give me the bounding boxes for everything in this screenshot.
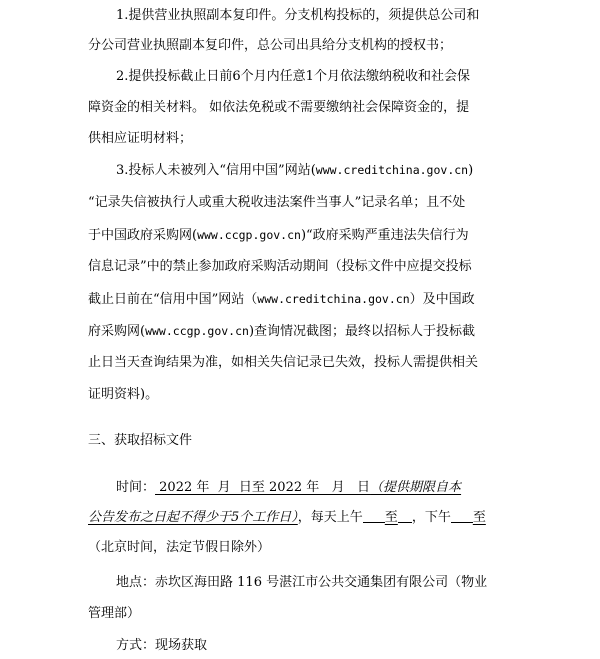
item-3-line-6 xyxy=(88,321,475,341)
place-value: 赤坎区海田路 116 号湛江市公共交通集团有限公司（物业 xyxy=(155,575,488,590)
time-line xyxy=(116,478,461,498)
item-3-line-5 xyxy=(88,289,475,309)
to-text: 至 xyxy=(472,510,486,525)
item-3-line-3 xyxy=(88,225,469,245)
item-3-text: ) xyxy=(468,163,474,178)
item-2-line-2: 障资金的相关材料。 如依法免税或不需要缴纳社会保障资金的，提 xyxy=(88,100,470,115)
beijing-time-note: （北京时间，法定节假日除外） xyxy=(88,540,271,555)
item-2-line-1: 2.提供投标截止日前6个月内任意1个月依法缴纳税收和社会保 xyxy=(116,69,470,84)
item-3-text: 截止日前在“信用中国”网站（ xyxy=(88,292,258,307)
method-line xyxy=(116,636,207,656)
time-label: 时间： xyxy=(116,480,156,495)
section-heading: 三、获取招标文件 xyxy=(88,433,193,448)
place-label: 地点： xyxy=(116,575,156,590)
time-line-2 xyxy=(88,508,486,528)
daily-hours-text: ，每天上午 xyxy=(297,510,363,525)
daily-hours-text: ，下午 xyxy=(411,510,451,525)
item-3-line-4: 信息记录”中的禁止参加政府采购活动期间（投标文件中应提交投标 xyxy=(88,259,472,274)
method-value: 现场获取 xyxy=(155,638,208,653)
item-3-text: 府采购网( xyxy=(88,324,146,339)
item-3-line-8: 证明资料)。 xyxy=(88,387,159,402)
method-label: 方式： xyxy=(116,638,156,653)
afternoon-start-blank xyxy=(451,508,473,523)
credit-china-url: www.creditchina.gov.cn xyxy=(257,292,410,306)
item-3-line-2: “记录失信被执行人或重大税收违法案件当事人”记录名单；且不处 xyxy=(88,195,466,210)
morning-end-blank xyxy=(398,508,412,523)
ccgp-url: www.ccgp.gov.cn xyxy=(197,228,301,242)
credit-china-url: www.creditchina.gov.cn xyxy=(315,163,469,177)
item-2-line-3: 供相应证明材料； xyxy=(88,131,193,146)
place-line-2: 管理部） xyxy=(88,606,141,621)
item-3-text: 3.投标人未被列入“信用中国”网站( xyxy=(116,163,316,178)
place-line xyxy=(116,573,487,593)
time-note: （提供期限自本 xyxy=(370,480,462,495)
morning-start-blank xyxy=(363,508,385,523)
item-3-text: 于中国政府采购网( xyxy=(88,228,198,243)
item-1-line-1: 1.提供营业执照副本复印件。分支机构投标的，须提供总公司和 xyxy=(116,8,480,23)
to-text: 至 xyxy=(384,510,398,525)
item-3-line-7: 止日当天查询结果为准，如相关失信记录已失效，投标人需提供相关 xyxy=(88,355,479,370)
time-value: 2022 年 月 日至 2022 年 月 日 xyxy=(155,480,371,495)
item-3-text: ）及中国政 xyxy=(409,292,475,307)
ccgp-url: www.ccgp.gov.cn xyxy=(145,324,249,338)
item-3-text: )“政府采购严重违法失信行为 xyxy=(300,228,469,243)
item-1-line-2: 分公司营业执照副本复印件，总公司出具给分支机构的授权书； xyxy=(88,38,453,53)
item-3-line-1 xyxy=(116,160,473,180)
time-note: 公告发布之日起不得少于5个工作日） xyxy=(88,510,298,525)
item-3-text: )查询情况截图；最终以招标人于投标截 xyxy=(248,324,476,339)
